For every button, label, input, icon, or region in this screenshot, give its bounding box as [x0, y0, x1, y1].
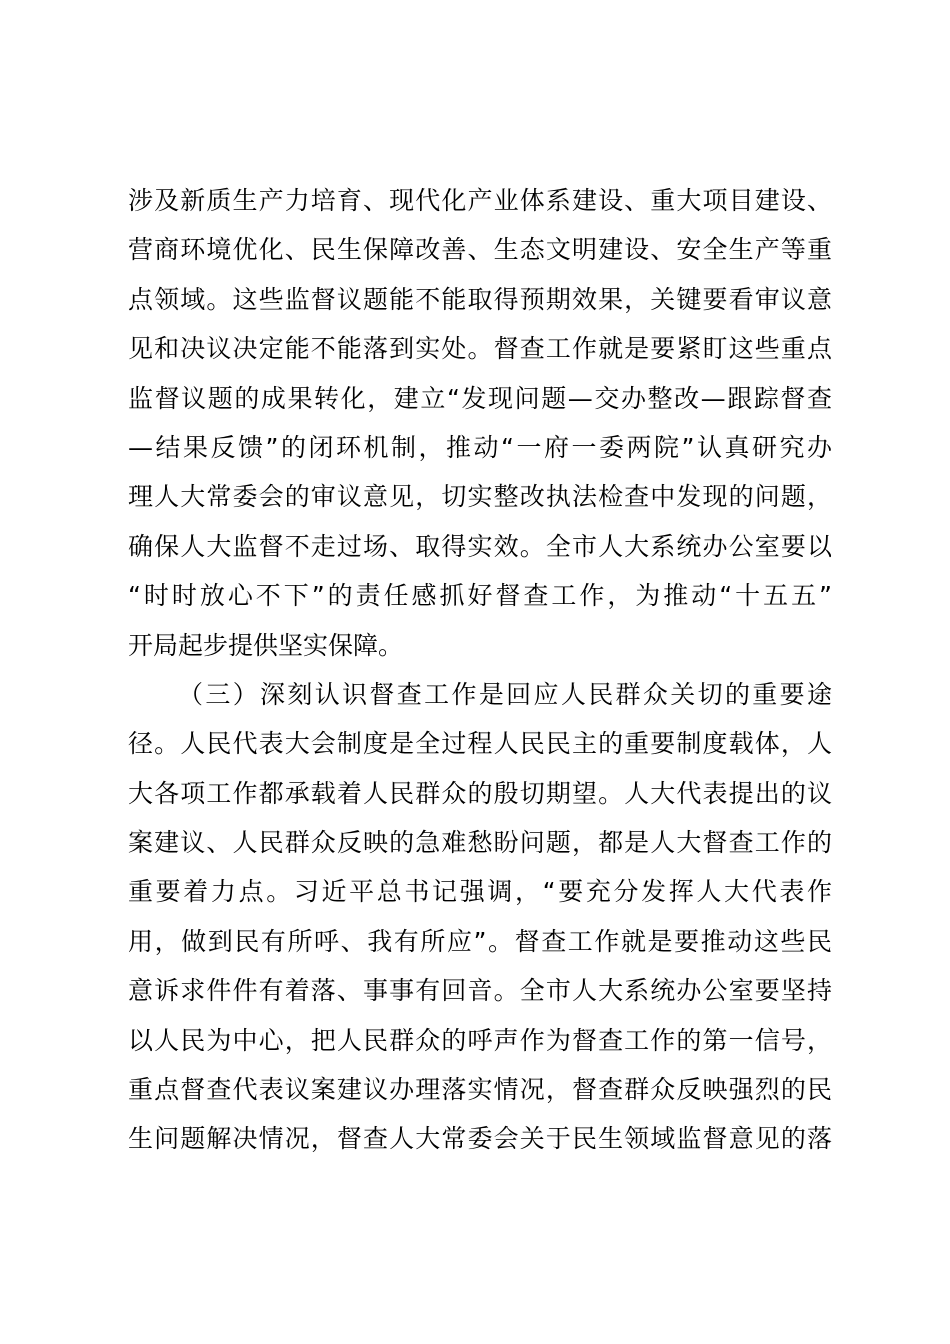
paragraph-line: 见和决议决定能不能落到实处。督查工作就是要紧盯这些重点	[128, 334, 832, 364]
paragraph-line: 理人大常委会的审议意见，切实整改执法检查中发现的问题，	[128, 482, 832, 512]
paragraph-line: 点领域。这些监督议题能不能取得预期效果，关键要看审议意	[128, 284, 832, 314]
paragraph-line: “时时放心不下”的责任感抓好督查工作，为推动“十五五”	[128, 581, 832, 611]
paragraph-line: 确保人大监督不走过场、取得实效。全市人大系统办公室要以	[128, 531, 832, 561]
paragraph-line: 重要着力点。习近平总书记强调，“要充分发挥人大代表作	[128, 877, 832, 907]
paragraph-line: 案建议、人民群众反映的急难愁盼问题，都是人大督查工作的	[128, 828, 832, 858]
paragraph-line: 以人民为中心，把人民群众的呼声作为督查工作的第一信号，	[128, 1025, 832, 1055]
paragraph-line: 大各项工作都承载着人民群众的殷切期望。人大代表提出的议	[128, 778, 832, 808]
paragraph-line: 重点督查代表议案建议办理落实情况，督查群众反映强烈的民	[128, 1075, 832, 1105]
paragraph-line: 涉及新质生产力培育、现代化产业体系建设、重大项目建设、	[128, 186, 832, 215]
paragraph-line: 营商环境优化、民生保障改善、生态文明建设、安全生产等重	[128, 235, 832, 265]
paragraph-line: 开局起步提供坚实保障。	[128, 630, 404, 660]
paragraph-line: —结果反馈”的闭环机制，推动“一府一委两院”认真研究办	[128, 432, 832, 462]
paragraph-line: 意诉求件件有着落、事事有回音。全市人大系统办公室要坚持	[128, 976, 832, 1006]
section-heading-line: （三）深刻认识督查工作是回应人民群众关切的重要途	[178, 679, 832, 709]
paragraph-line: 径。人民代表大会制度是全过程人民民主的重要制度载体，人	[128, 729, 832, 759]
paragraph-1	[128, 176, 832, 670]
paragraph-line: 生问题解决情况，督查人大常委会关于民生领域监督意见的落	[128, 1124, 832, 1154]
paragraph-line: 用，做到民有所呼、我有所应”。督查工作就是要推动这些民	[128, 926, 832, 956]
document-body	[128, 176, 832, 1164]
paragraph-line: 监督议题的成果转化，建立“发现问题—交办整改—跟踪督查	[128, 383, 832, 413]
paragraph-2	[128, 670, 832, 1164]
